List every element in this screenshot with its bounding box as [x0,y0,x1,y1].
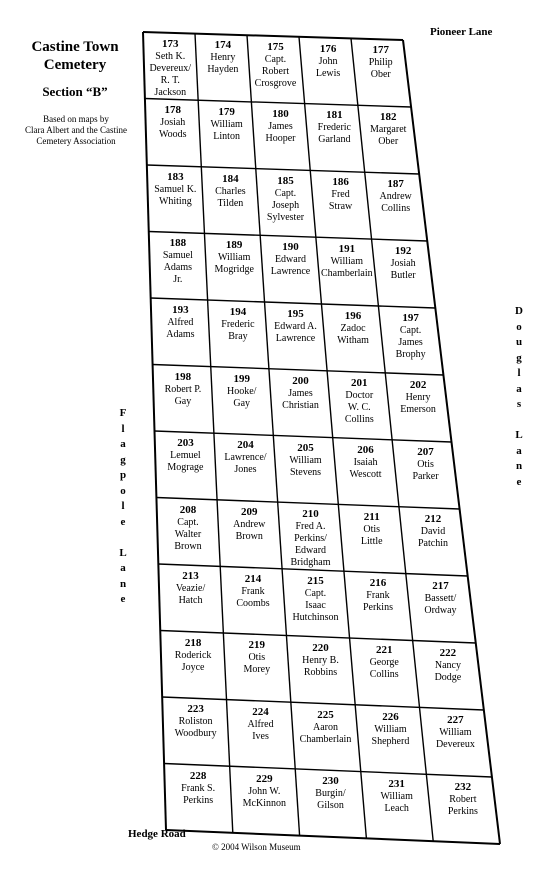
plot-owner-name: William Devereux [435,726,475,750]
plot-212[interactable] [400,510,466,573]
plot-182[interactable] [355,108,421,171]
plot-owner-name: Otis Parker [412,458,439,482]
label-letter: e [120,515,126,528]
plot-number: 195 [287,308,304,320]
plot-224[interactable] [228,703,294,766]
label-letter: e [516,475,522,488]
plot-owner-name: Otis Morey [243,652,271,676]
plot-217[interactable] [407,577,473,640]
plot-owner-name: Margaret Ober [369,124,407,148]
label-letter: g [516,351,522,364]
plot-owner-name: Lawrence/ Jones [224,452,267,476]
plot-number: 179 [218,106,235,119]
plot-209[interactable] [216,503,282,566]
plot-194[interactable] [205,303,271,366]
plot-owner-name: Josiah Butler [390,258,416,282]
plot-owner-name: Hooke/ Gay [226,385,257,409]
plot-199[interactable] [209,370,275,433]
plot-number: 189 [225,239,243,252]
plot-number: 232 [454,780,472,793]
plot-owner-name: Samuel K. Whiting [154,183,197,207]
plot-number: 202 [409,378,427,391]
plot-number: 205 [297,441,314,454]
plot-owner-name: Fred A. Perkins/ Edward Bridgham [290,521,331,569]
plot-owner-name: Bassett/ Ordway [424,592,457,616]
plot-number: 200 [292,374,309,387]
plot-owner-name: Otis Little [360,523,383,547]
plot-number: 203 [177,437,194,450]
plot-number: 220 [312,641,329,654]
plot-number: 206 [357,443,374,456]
plot-number: 190 [282,241,299,254]
plot-owner-name: Robert Perkins [447,793,478,817]
plot-owner-name: Frank Perkins [362,590,393,614]
plot-193[interactable] [147,301,213,364]
copyright-notice: © 2004 Wilson Museum [212,842,301,852]
plot-owner-name: Henry Emerson [400,391,436,415]
plot-number: 175 [267,41,284,53]
plot-owner-name: George Collins [369,657,399,681]
label-letter: g [120,453,126,466]
plot-number: 182 [379,111,397,124]
plot-owner-name: Andrew Brown [233,518,266,542]
plot-number: 199 [233,372,250,385]
label-letter: L [515,429,523,441]
plot-number: 216 [369,577,387,590]
plot-owner-name: Lemuel Mograge [167,450,204,474]
label-letter: o [120,484,126,497]
plot-204[interactable] [212,436,278,499]
plot-205[interactable] [273,439,339,502]
plot-owner-name: Robert P. Gay [164,383,202,407]
plot-number: 221 [375,644,393,657]
plot-owner-name: Edward A. Lawrence [274,321,317,344]
plot-number: 209 [241,505,258,518]
plot-number: 201 [351,376,368,389]
label-letter: e [120,593,126,605]
plot-owner-name: Capt. Robert Crosgrove [254,54,297,89]
label-letter: n [119,577,127,590]
plot-owner-name: Frederic Bray [221,319,255,342]
plot-owner-name: Capt. Isaac Hutchinson [292,588,339,623]
plot-owner-name: Frank S. Perkins [181,782,216,806]
plot-219[interactable] [224,636,290,699]
plot-owner-name: Fred Straw [328,189,353,213]
plot-225[interactable] [293,706,359,769]
label-letter: l [121,500,125,512]
plot-210[interactable] [278,505,344,568]
label-letter: a [516,382,522,395]
plot-number: 213 [182,570,199,583]
plot-206[interactable] [333,441,399,504]
plot-number: 229 [256,772,273,785]
plot-owner-name: William Linton [210,119,243,143]
label-letter: a [120,562,126,574]
plot-owner-name: Capt. Walter Brown [174,516,202,552]
plot-216[interactable] [345,574,411,637]
plot-number: 228 [189,769,207,782]
plot-owner-name: Charles Tilden [215,185,246,209]
plot-220[interactable] [288,639,354,702]
road-label-hedge-road: Hedge Road [128,828,186,840]
plot-owner-name: Veazie/ Hatch [175,583,206,607]
label-letter: a [516,444,522,457]
plot-number: 174 [214,39,232,52]
plot-number: 225 [317,708,334,721]
plot-202[interactable] [385,376,451,439]
plot-200[interactable] [268,372,334,435]
plot-198[interactable] [150,368,216,431]
plot-number: 192 [394,245,412,258]
label-letter: a [120,438,126,450]
label-letter: u [515,336,523,348]
plot-owner-name: Andrew Collins [379,191,412,215]
plot-owner-name: William Shepherd [371,724,410,748]
plot-213[interactable] [158,567,224,630]
plot-218[interactable] [160,634,226,697]
plot-number: 177 [372,44,389,57]
label-letter: F [119,407,127,419]
plot-230[interactable] [298,772,364,835]
plot-number: 180 [272,107,289,120]
label-letter: s [516,398,522,410]
plot-number: 173 [162,37,179,50]
plot-owner-name: Alfred Adams [166,317,195,340]
plot-owner-name: Frank Coombs [236,585,270,609]
plot-owner-name: Roliston Woodbury [174,716,217,740]
plot-211[interactable] [339,508,405,571]
plot-owner-name: Samuel Adams Jr. [162,250,193,286]
plot-215[interactable] [283,572,349,635]
label-letter: p [119,469,127,481]
plot-number: 208 [179,503,197,516]
plot-owner-name: Zadoc Witham [337,323,369,346]
plot-number: 178 [164,104,182,117]
plot-number: 217 [432,579,449,592]
plot-number: 185 [277,174,294,187]
plot-222[interactable] [415,644,481,707]
label-letter: D [515,305,523,317]
plot-owner-name: John Lewis [315,55,341,79]
plot-number: 223 [187,703,204,716]
plot-177[interactable] [348,41,414,104]
section-label: Section “B” [42,84,108,99]
plot-owner-name: William Leach [380,790,413,814]
label-letter: n [515,460,523,472]
plot-number: 212 [424,512,442,525]
plot-number: 187 [387,178,404,191]
plot-201[interactable] [326,374,392,437]
plot-number: 214 [244,572,262,585]
plot-221[interactable] [351,641,417,704]
plot-number: 218 [184,636,202,649]
plot-number: 197 [402,312,419,324]
plot-207[interactable] [393,443,459,506]
plot-number: 183 [167,170,184,183]
plot-227[interactable] [422,711,488,774]
plot-owner-name: Henry B. Robbins [302,654,339,678]
plot-228[interactable] [165,767,231,830]
plot-number: 211 [363,510,380,523]
plot-number: 188 [169,237,187,250]
plot-owner-name: Frederic Garland [317,122,351,146]
plot-number: 184 [222,172,239,185]
plot-number: 204 [237,439,254,452]
plot-owner-name: Isaiah Wescott [349,456,382,480]
label-letter: L [119,546,127,559]
plot-number: 191 [338,243,356,256]
plot-number: 227 [447,713,464,726]
plot-223[interactable] [163,700,229,763]
plot-number: 193 [172,304,189,316]
plot-number: 215 [307,575,324,587]
road-label-pioneer-lane: Pioneer Lane [430,26,493,38]
plot-number: 210 [302,508,319,521]
plot-owner-name: Josiah Woods [159,117,187,141]
label-letter: l [517,367,521,379]
plot-187[interactable] [363,175,429,238]
plot-number: 230 [322,775,339,788]
plot-number: 226 [382,711,399,724]
plot-number: 219 [248,639,266,652]
plot-owner-name: Philip Ober [368,57,393,81]
plot-196[interactable] [320,307,386,370]
plot-owner-name: Edward Lawrence [270,254,311,278]
plot-208[interactable] [155,501,221,564]
plot-number: 231 [388,777,405,790]
plot-231[interactable] [364,775,430,838]
plot-owner-name: Aaron Chamberlain [299,721,352,745]
map-title: Castine Town Cemetery [31,39,119,73]
plot-number: 176 [319,42,337,55]
plot-number: 207 [417,445,434,458]
plot-owner-name: William Mogridge [214,252,254,276]
plot-owner-name: Capt. Joseph Sylvester [266,187,305,223]
plot-owner-name: Capt. James Brophy [395,325,426,360]
plot-owner-name: William Chamberlain [320,256,373,280]
plot-owner-name: Doctor W. C. Collins [344,389,374,425]
plot-number: 224 [252,705,269,718]
plot-number: 186 [332,176,349,189]
label-letter: l [121,422,125,435]
plot-owner-name: David Patchin [418,525,448,549]
plot-197[interactable] [378,309,444,372]
plot-owner-name: Henry Hayden [207,52,239,76]
plot-number: 222 [439,646,457,659]
plot-owner-name: Roderick Joyce [174,649,212,673]
plot-number: 181 [326,109,343,122]
plot-owner-name: William Stevens [289,454,322,478]
plot-owner-name: Nancy Dodge [434,659,462,683]
plot-owner-name: James Hooper [265,120,296,144]
plot-number: 194 [229,306,247,318]
plot-owner-name: Alfred Ives [247,718,274,742]
plot-number: 198 [174,370,192,383]
plot-229[interactable] [231,770,297,833]
plot-owner-name: John W. McKinnon [242,785,286,809]
plot-203[interactable] [152,434,218,497]
plot-owner-name: Seth K. Devereux/ R. T. Jackson [149,50,192,98]
label-letter: o [516,320,522,333]
plot-226[interactable] [357,708,423,771]
plot-192[interactable] [370,242,436,305]
plot-214[interactable] [220,570,286,633]
plot-number: 196 [344,310,362,322]
plot-195[interactable] [263,305,329,368]
source-note: Based on maps by Clara Albert and the Castine Cemetery Association [25,114,127,146]
plot-owner-name: Burgin/ Gilson [315,788,346,812]
plot-232[interactable] [430,778,496,841]
plot-owner-name: James Christian [282,387,319,411]
